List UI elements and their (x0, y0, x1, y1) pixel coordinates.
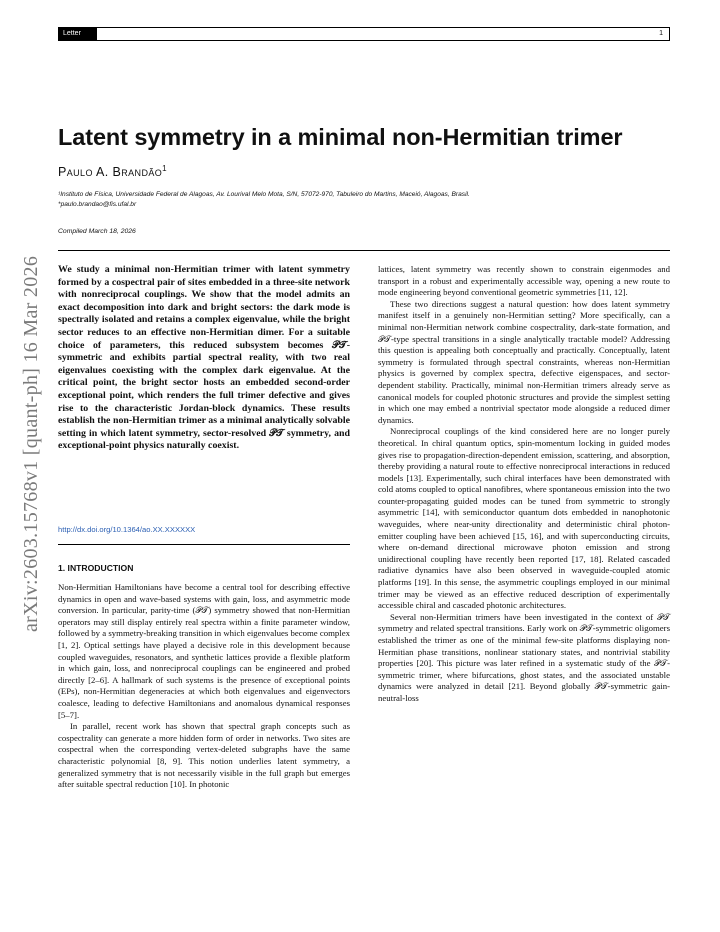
arxiv-stamp: arXiv:2603.15768v1 [quant-ph] 16 Mar 2026 (20, 255, 42, 632)
author-name: Paulo A. Brandão (58, 165, 163, 180)
abstract-rule (58, 544, 350, 545)
page-number: 1 (659, 30, 663, 37)
doi-link[interactable]: http://dx.doi.org/10.1364/ao.XX.XXXXXX (58, 525, 196, 534)
abstract: We study a minimal non-Hermitian trimer with latent symmetry formed by a cospectral pair of sites embedded in a three-site network with nonreciprocal couplings. We show that the model admits an exact decomposition into dark and bright sectors: the dark mode is spectrally isolated and retains a complex eigenvalue, while the bright sector reduces to an effective non-Hermitian dimer. For a suitable choice of parameters, this reduced subsystem becomes 𝒫𝒯-symmetric and exhibits partial spectral reality, with two real eigenvalues coexisting with the complex dark eigenvalue. At the critical point, the bright sector hosts an embedded second-order exceptional point, which renders the full trimer defective and gives rise to the characteristic Jordan-block dynamics. These results establish the non-Hermitian trimer as a minimal analytically solvable setting in which latent symmetry, sector-resolved 𝒫𝒯 symmetry, and exceptional-point physics naturally coexist. (58, 264, 350, 452)
left-column-body (58, 582, 350, 791)
paragraph: These two directions suggest a natural question: how does latent symmetry manifest itself in a genuinely non-Hermitian setting? More specifically, can a minimal non-Hermitian network combine cospectrality, dark-state formation, and 𝒫𝒯-type spectral transitions in a single analytically tractable model? Addressing this question is appealing both conceptually and practically. Conceptually, latent symmetry is formulated through spectral constraints, whereas non-Hermitian physics is governed by complex spectra, defective eigenspaces, and sector-dependent stability. Practically, minimal non-Hermitian trimers already serve as canonical models for coupled photonic structures and provide the simplest setting in which one may embed a nontrivial spectator mode alongside a reduced dimer dynamics. (378, 298, 670, 425)
author-affil-mark: 1 (162, 164, 168, 173)
paragraph: Non-Hermitian Hamiltonians have become a central tool for describing effective dynamics in open and wave-based systems with gain, loss, and asymmetric mode conversion. In particular, parity-time (𝒫𝒯) symmetry showed that non-Hermitian operators may still display entirely real spectra within a finite parameter window, followed by a symmetry-breaking transition in which eigenvalues become complex [1, 2]. Optical settings have played a decisive role in this development because coupled waveguides, resonators, and synthetic lattices provide a flexible platform in which gain, loss, and nonreciprocal couplings can be engineered and probed directly [2–6]. A hallmark of such systems is the presence of exceptional points (EPs), non-Hermitian degeneracies at which both eigenvalues and eigenvectors coalesce, leading to defective Hamiltonians and anomalous dynamical responses [5–7]. (58, 582, 350, 720)
section-heading: 1. INTRODUCTION (58, 563, 134, 573)
paragraph: lattices, latent symmetry was recently shown to constrain eigenmodes and transport in a robust and experimentally accessible way, opening a new route to mode engineering beyond conventional geometric symmetries [11, 12]. (378, 264, 670, 298)
right-column-body (378, 264, 670, 705)
top-rule (58, 250, 670, 251)
author-line (58, 164, 167, 179)
article-type-tag: Letter (59, 28, 97, 40)
affiliation (58, 190, 670, 210)
paper-title: Latent symmetry in a minimal non-Hermitian trimer (58, 124, 623, 150)
paragraph: Nonreciprocal couplings of the kind considered here are no longer purely theoretical. In chiral quantum optics, spin-momentum locking in guided modes gives rise to propagation-direction-dependent emission, scattering, and absorption, thereby providing a natural route to effective nonreciprocal interactions in reduced models [13]. Experimentally, such chiral interfaces have been demonstrated with cold atoms coupled to optical nanofibres, where spontaneous emission into the two counter-propagating guided modes can be tuned from symmetric to strongly asymmetric [14], with semiconductor quantum dots embedded in nanophotonic waveguides, where near-unity directionality and deterministic chiral photon-emitter coupling have been achieved [15, 16], and with superconducting circuits, where on-demand directional microwave photon emission and strong unidirectional coupling have recently been reported [17, 18]. Related cascaded radiative dynamics have also been observed in waveguide-coupled atomic platforms [19]. In this sense, the asymmetric couplings employed in our minimal trimer may be viewed as an effective reduced description of experimentally accessible chiral and cascaded photonic architectures. (378, 426, 670, 611)
author-email: *paulo.brandao@fis.ufal.br (58, 201, 137, 208)
paragraph: Several non-Hermitian trimers have been investigated in the context of 𝒫𝒯 symmetry and related spectral transitions. Early work on 𝒫𝒯-symmetric oligomers established the trimer as one of the minimal few-site platforms displaying non-Hermitian phase transitions, nonlinear stationary states, and nontrivial stability properties [20]. This picture was later refined in a systematic study of the 𝒫𝒯-symmetric trimer, where bifurcations, ghost states, and the associated unstable dynamics were analyzed in detail [21]. Beyond globally 𝒫𝒯-symmetric gain-neutral-loss (378, 611, 670, 703)
affiliation-line: ¹Instituto de Física, Universidade Federal de Alagoas, Av. Lourival Melo Mota, S/N, 57072-970, Tabuleiro do Martins, Maceió, Alagoas, Brasil. (58, 191, 470, 198)
running-header (58, 27, 670, 41)
compiled-date: Compiled March 18, 2026 (58, 228, 136, 235)
paragraph: In parallel, recent work has shown that spectral graph concepts such as cospectrality can generate a more hidden form of order in networks. Two sites are cospectral when the corresponding vertex-deleted subgraphs have the same characteristic polynomial [8, 9]. This notion underlies latent symmetry, a generalized symmetry that is not necessarily visible in the full graph but emerges after suitable spectral reduction [10]. In photonic (58, 721, 350, 790)
